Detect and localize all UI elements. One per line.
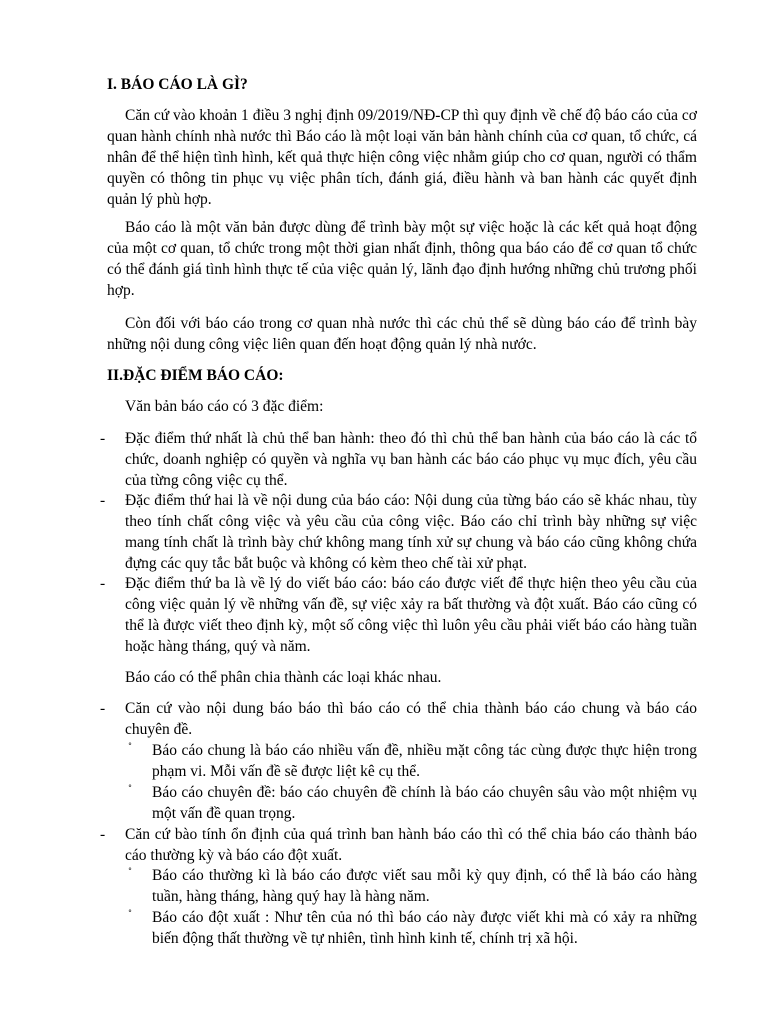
subitem-text: Báo cáo thường kì là báo cáo được viết sau mỗi kỳ quy định, có thể là báo cáo hàng tuần, hàng tháng, hàng quý hay là hàng năm. (152, 867, 697, 905)
classification-item (100, 824, 697, 866)
dash-bullet: - (100, 575, 106, 592)
dash-bullet: - (100, 826, 106, 843)
classification-subitem (124, 907, 697, 949)
section-1-heading: I. BÁO CÁO LÀ GÌ? (107, 76, 248, 93)
feature-text: Đặc điểm thứ hai là về nội dung của báo cáo: Nội dung của từng báo cáo sẽ khác nhau, tùy theo tính chất công việc và yêu cầu của công việc. Báo cáo chỉ trình bày những sự việc mang tính chất là trình bày chứ không mang tính xử sự chung và báo cáo cũng không chứa đựng các quy tắc bắt buộc và không có kèm theo chế tài xử phạt. (125, 492, 697, 572)
degree-bullet: ˚ (128, 740, 132, 754)
dash-bullet: - (100, 492, 106, 509)
classification-subitem (124, 865, 697, 907)
classification-subitem (124, 740, 697, 782)
dash-bullet: - (100, 700, 106, 717)
subitem-text: Báo cáo chuyên đề: báo cáo chuyên đề chính là báo cáo chuyên sâu vào một nhiệm vụ một vấn đề quan trọng. (152, 784, 697, 822)
section-1-paragraph-1: Căn cứ vào khoản 1 điều 3 nghị định 09/2019/NĐ-CP thì quy định về chế độ báo cáo của cơ quan hành chính nhà nước thì Báo cáo là một loại văn bản hành chính của cơ quan, tổ chức, cá nhân để thể hiện tình hình, kết quả thực hiện công việc nhằm giúp cho cơ quan, người có thẩm quyền có thông tin phục vụ việc phân tích, đánh giá, điều hành và ban hành các quyết định quản lý phù hợp. (107, 107, 697, 208)
classification-text: Căn cứ vào nội dung báo báo thì báo cáo có thể chia thành báo cáo chung và báo cáo chuyên đề. (125, 700, 697, 738)
section-1-paragraph-2: Báo cáo là một văn bản được dùng để trình bày một sự việc hoặc là các kết quả hoạt động của một cơ quan, tổ chức trong một thời gian nhất định, thông qua báo cáo để cơ quan tổ chức có thể đánh giá tình hình thực tế của việc quản lý, lãnh đạo định hướng những chủ trương phối hợp. (107, 219, 697, 299)
classification-intro: Báo cáo có thể phân chia thành các loại khác nhau. (125, 669, 442, 686)
classification-text: Căn cứ bào tính ổn định của quá trình ban hành báo cáo thì có thể chia báo cáo thành báo cáo thường kỳ và báo cáo đột xuất. (125, 826, 697, 864)
section-1-paragraph-3: Còn đối với báo cáo trong cơ quan nhà nước thì các chủ thể sẽ dùng báo cáo để trình bày những nội dung công việc liên quan đến hoạt động quản lý nhà nước. (107, 315, 697, 353)
classification-item (100, 698, 697, 740)
degree-bullet: ˚ (128, 865, 132, 879)
degree-bullet: ˚ (128, 782, 132, 796)
section-2-heading: II.ĐẶC ĐIỂM BÁO CÁO: (107, 367, 284, 384)
subitem-text: Báo cáo đột xuất : Như tên của nó thì báo cáo này được viết khi mà có xảy ra những biến động thất thường về tự nhiên, tình hình kinh tế, chính trị xã hội. (152, 909, 697, 947)
feature-text: Đặc điểm thứ nhất là chủ thể ban hành: theo đó thì chủ thể ban hành của báo cáo là các tổ chức, doanh nghiệp có quyền và nghĩa vụ ban hành các báo cáo phục vụ mục đích, yêu cầu của từng công việc cụ thể. (125, 430, 697, 489)
feature-item (100, 428, 697, 491)
feature-text: Đặc điểm thứ ba là về lý do viết báo cáo: báo cáo được viết để thực hiện theo yêu cầu của công việc quản lý về những vấn đề, sự việc xảy ra bất thường và đột xuất. Báo cáo cũng có thể là được viết theo định kỳ, một số công việc thì luôn yêu cầu phải viết báo cáo hàng tuần hoặc hàng tháng, quý và năm. (125, 575, 697, 655)
degree-bullet: ˚ (128, 907, 132, 921)
dash-bullet: - (100, 430, 106, 447)
classification-subitem (124, 782, 697, 824)
subitem-text: Báo cáo chung là báo cáo nhiều vấn đề, nhiều mặt công tác cùng được thực hiện trong phạm vi. Mỗi vấn đề sẽ được liệt kê cụ thể. (152, 742, 697, 780)
feature-item (100, 490, 697, 574)
feature-item (100, 573, 697, 657)
features-intro: Văn bản báo cáo có 3 đặc điểm: (125, 398, 324, 415)
